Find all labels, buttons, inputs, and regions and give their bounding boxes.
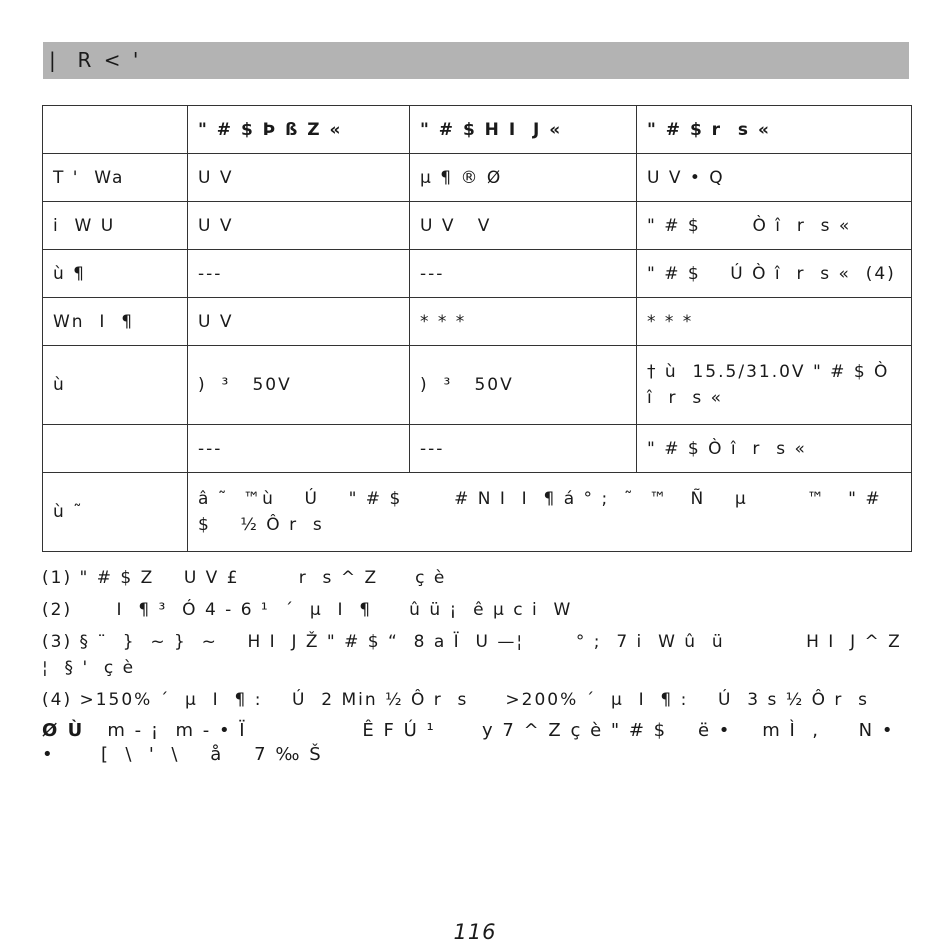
table-cell: U V	[188, 202, 410, 250]
row-label	[43, 425, 188, 473]
table-cell: U V • Q	[637, 154, 912, 202]
table-header-cell: " # $ Þ ß Z «	[188, 106, 410, 154]
row-label: T ' Wa	[43, 154, 188, 202]
footnote-4: (4) >150% ´ µ I ¶ : Ú 2 Min ½ Ô r s >200% ´ µ I ¶ : Ú 3 s ½ Ô r s	[42, 690, 870, 710]
row-label: ù	[43, 346, 188, 425]
warning-text: m - ¡ m - • Ï Ê F Ú ¹ y 7 ^ Z ç è " # $ ë • m Ì , N • • [ \ ' \ å 7 ‰ Š	[42, 720, 903, 765]
table-row	[43, 298, 912, 346]
table-row	[43, 425, 912, 473]
table-header-cell	[43, 106, 188, 154]
table-cell: ---	[410, 425, 637, 473]
table-cell: † ù 15.5/31.0V " # $ Ò î r s «	[637, 346, 912, 425]
table-row	[43, 250, 912, 298]
table-row	[43, 346, 912, 425]
footnote-1: (1) " # $ Z U V £ r s ^ Z ç è	[42, 568, 447, 588]
table-row	[43, 154, 912, 202]
table-cell: U V	[188, 298, 410, 346]
row-label: ù ¶	[43, 250, 188, 298]
table-cell: ) ³ 50V	[410, 346, 637, 425]
merged-cell: â ˜ ™ù Ú " # $ # N I I ¶ á ° ; ˜ ™ Ñ µ ™ " # $ ½ Ô r s	[188, 473, 912, 552]
warning-note	[42, 719, 910, 767]
warning-lead: Ø Ù	[42, 720, 85, 741]
table-row	[43, 202, 912, 250]
section-header-bar: | R < '	[43, 42, 909, 79]
table-cell: ---	[188, 250, 410, 298]
table-cell: " # $ Ú Ò î r s « (4)	[637, 250, 912, 298]
table-cell: * * *	[637, 298, 912, 346]
table-cell: ) ³ 50V	[188, 346, 410, 425]
footnote-2: (2) I ¶ ³ Ó 4 - 6 ¹ ´ µ I ¶ û ü ¡ ê µ c i W	[42, 600, 573, 620]
table-header-row	[43, 106, 912, 154]
table-cell: * * *	[410, 298, 637, 346]
table-row	[43, 473, 912, 552]
table-cell: " # $ Ò î r s «	[637, 425, 912, 473]
row-label: i W U	[43, 202, 188, 250]
row-label: Wn I ¶	[43, 298, 188, 346]
table-header-cell: " # $ H I J «	[410, 106, 637, 154]
page-number: 116	[453, 920, 497, 944]
table-cell: " # $ Ò î r s «	[637, 202, 912, 250]
footnote-3: (3) § ¨ } ~ } ~ H I J Ž " # $ “ 8 a Ï U —¦ ° ; 7 i W û ü H I J ^ Z ¦ § ' ç è	[42, 632, 910, 678]
table-cell: U V	[188, 154, 410, 202]
table-header-cell: " # $ r s «	[637, 106, 912, 154]
row-label: ù ˜	[43, 473, 188, 552]
footnotes	[42, 565, 910, 773]
table-cell: µ ¶ ® Ø	[410, 154, 637, 202]
table-cell: ---	[410, 250, 637, 298]
table-cell: U V V	[410, 202, 637, 250]
spec-table	[42, 105, 912, 552]
table-cell: ---	[188, 425, 410, 473]
